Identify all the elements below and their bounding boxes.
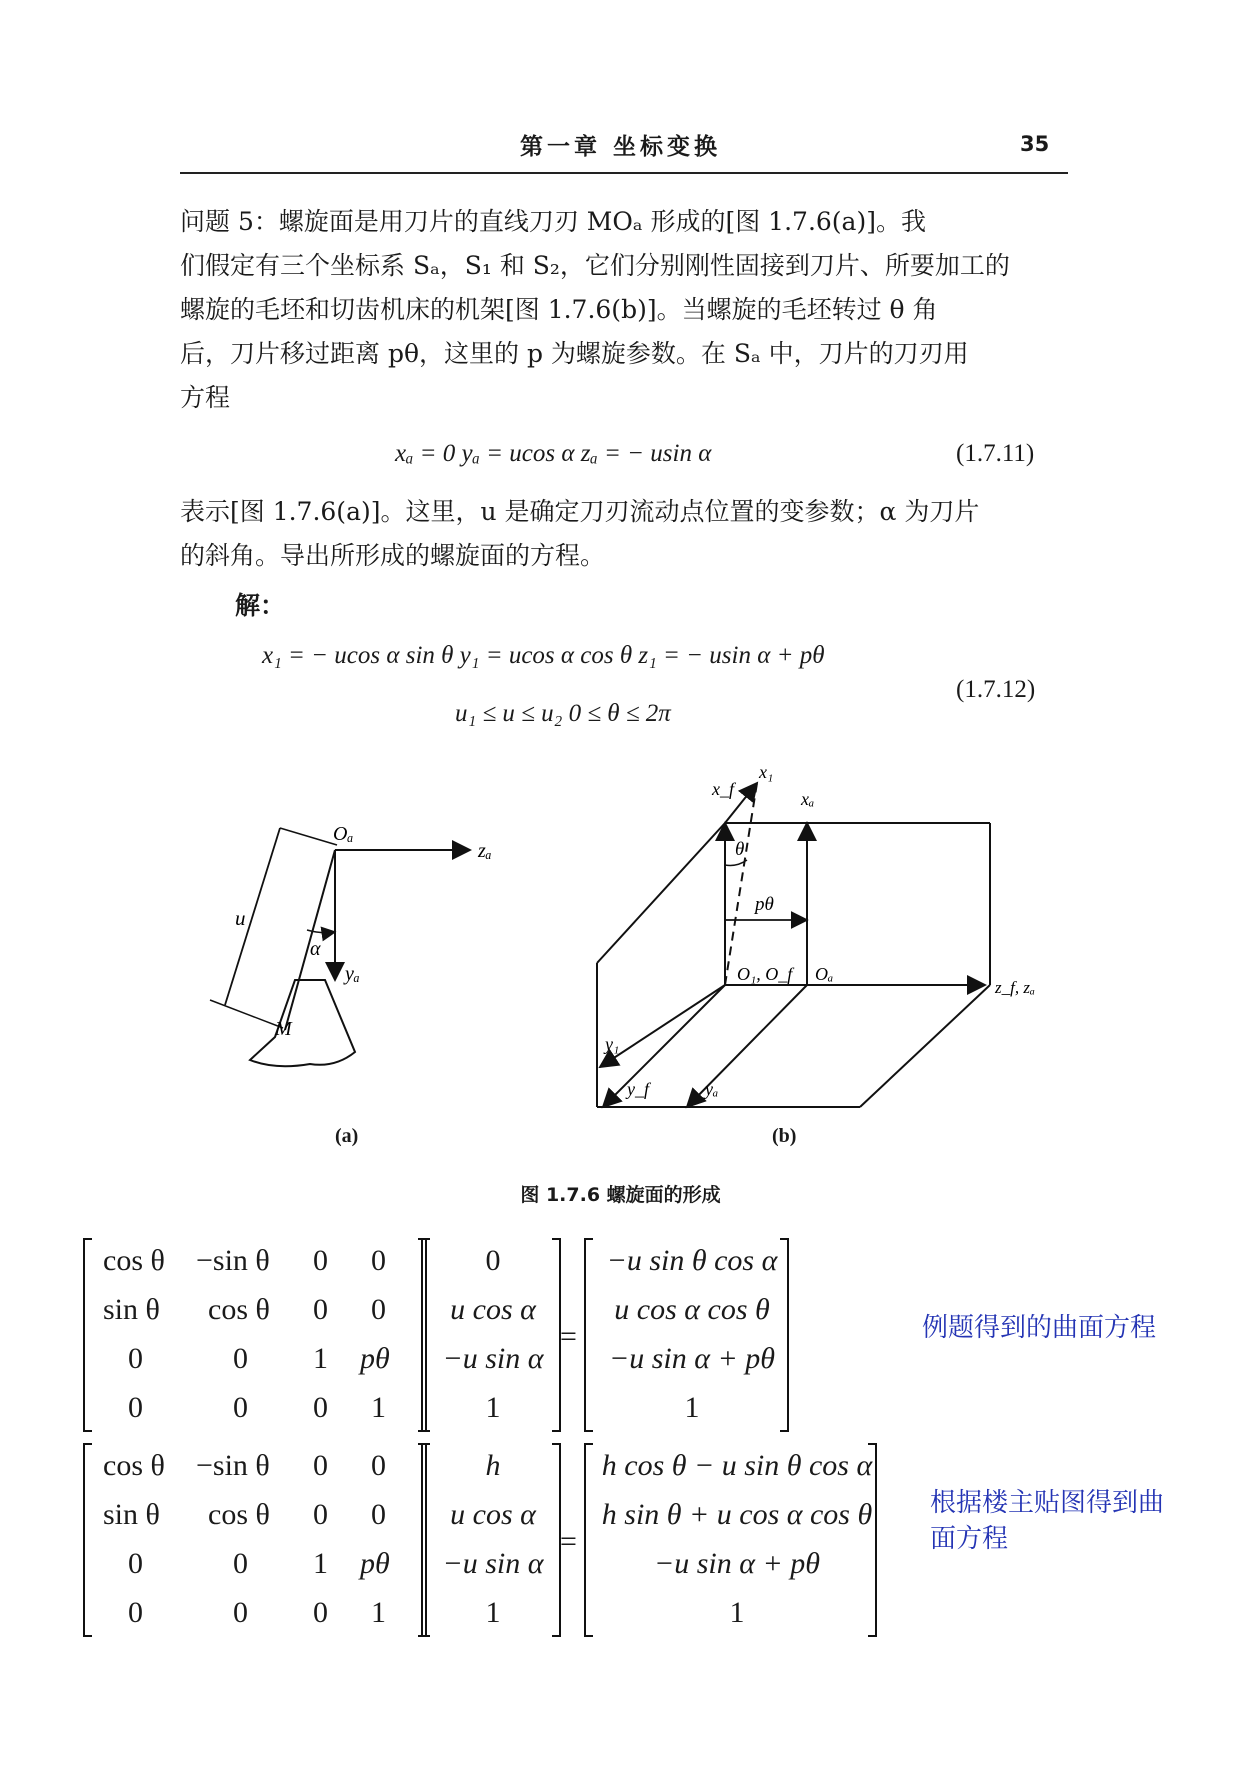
- label-oa: Oₐ: [333, 823, 354, 845]
- matrix-2-vector: [428, 1449, 558, 1645]
- label-zf-za: z_f, zₐ: [995, 978, 1035, 997]
- m2-cell: 0: [371, 1449, 386, 1482]
- m1-cell: 0: [128, 1391, 143, 1424]
- figure-b-diagram: [575, 755, 1075, 1125]
- matrix-1-vector: [428, 1244, 558, 1440]
- m1-cell: cos θ: [208, 1293, 270, 1326]
- matrix-2-note: [930, 1485, 1164, 1557]
- r2-cell: −u sin α + pθ: [654, 1547, 820, 1580]
- label-u: u: [235, 906, 246, 930]
- problem-after-line-1: 表示[图 1.7.6(a)]。这里，u 是确定刀刃流动点位置的变参数；α 为刀片: [180, 497, 980, 526]
- m1-cell: 0: [371, 1244, 386, 1277]
- m1-cell: 0: [313, 1391, 328, 1424]
- m2-cell: 0: [313, 1449, 328, 1482]
- m2-cell: 0: [128, 1547, 143, 1580]
- label-y1: y₁: [605, 1034, 620, 1054]
- equation-number-1-7-11: (1.7.11): [956, 440, 1035, 467]
- figure-caption: 图 1.7.6 螺旋面的形成: [520, 1184, 721, 1206]
- m1-cell: 0: [371, 1293, 386, 1326]
- m1-cell: 0: [128, 1342, 143, 1375]
- label-ya-b: yₐ: [705, 1079, 719, 1099]
- problem-line-2: 们假定有三个坐标系 Sₐ，S₁ 和 S₂，它们分别刚性固接到刀片、所要加工的: [180, 251, 1010, 280]
- m2-cell: sin θ: [103, 1498, 160, 1531]
- m2-cell: 0: [233, 1547, 248, 1580]
- v2-cell: h: [485, 1449, 501, 1482]
- m1-cell: pθ: [360, 1342, 390, 1375]
- problem-line-4: 后，刀片移过距离 pθ，这里的 p 为螺旋参数。在 Sₐ 中，刀片的刀刃用: [180, 339, 969, 368]
- matrix-2-note-line-2: 面方程: [930, 1524, 1009, 1554]
- equation-1-7-12b: u₁ ≤ u ≤ u₂ 0 ≤ θ ≤ 2π: [455, 700, 671, 727]
- label-xf: x_f: [712, 779, 734, 799]
- v1-cell: 1: [485, 1391, 501, 1424]
- r2-cell: 1: [729, 1596, 745, 1629]
- m1-cell: sin θ: [103, 1293, 160, 1326]
- m2-cell: cos θ: [208, 1498, 270, 1531]
- m1-cell: 0: [313, 1293, 328, 1326]
- problem-paragraph: [180, 200, 1068, 420]
- label-theta: θ: [735, 839, 745, 860]
- label-yf: y_f: [627, 1079, 649, 1099]
- equation-1-7-12a: x₁ = − ucos α sin θ y₁ = ucos α cos θ z₁ = − usin α + pθ: [262, 642, 825, 669]
- v2-cell: 1: [485, 1596, 501, 1629]
- page-number: 35: [1020, 132, 1050, 156]
- r2-cell: h sin θ + u cos α cos θ: [601, 1498, 873, 1531]
- header-rule: [180, 172, 1068, 174]
- matrix-2-rotation: [88, 1449, 428, 1645]
- m2-cell: 0: [233, 1596, 248, 1629]
- label-za: zₐ: [478, 840, 492, 862]
- label-xa: xₐ: [801, 789, 815, 809]
- m2-cell: 1: [313, 1547, 328, 1580]
- m2-cell: 0: [128, 1596, 143, 1629]
- m1-cell: 1: [371, 1391, 386, 1424]
- r1-cell: −u sin α + pθ: [609, 1342, 775, 1375]
- chapter-title: 第一章 坐标变换: [519, 134, 721, 160]
- solution-label: 解：: [235, 591, 286, 620]
- label-ya: yₐ: [345, 963, 360, 985]
- label-oa-b: Oₐ: [815, 964, 834, 984]
- m2-cell: pθ: [360, 1547, 390, 1580]
- m1-cell: cos θ: [103, 1244, 165, 1277]
- m2-cell: 0: [313, 1498, 328, 1531]
- label-o1-of: O₁, O_f: [737, 964, 793, 984]
- m1-cell: 0: [313, 1244, 328, 1277]
- label-m: M: [275, 1018, 292, 1040]
- matrix-1-equals: =: [560, 1320, 577, 1353]
- v2-cell: −u sin α: [442, 1547, 544, 1580]
- r1-cell: −u sin θ cos α: [606, 1244, 778, 1277]
- equation-number-1-7-12: (1.7.12): [956, 676, 1036, 703]
- v1-cell: 0: [485, 1244, 501, 1277]
- m1-cell: 0: [233, 1391, 248, 1424]
- problem-line-3: 螺旋的毛坯和切齿机床的机架[图 1.7.6(b)]。当螺旋的毛坯转过 θ 角: [180, 295, 938, 324]
- problem-line-5: 方程: [180, 383, 231, 412]
- m2-cell: −sin θ: [196, 1449, 270, 1482]
- m2-cell: 0: [313, 1596, 328, 1629]
- m1-cell: −sin θ: [196, 1244, 270, 1277]
- matrix-1-rotation: [88, 1244, 428, 1440]
- matrix-1-result: [592, 1244, 792, 1440]
- r1-cell: u cos α cos θ: [614, 1293, 770, 1326]
- label-x1: x₁: [759, 762, 774, 782]
- matrix-1-note: 例题得到的曲面方程: [922, 1313, 1157, 1343]
- v2-cell: u cos α: [450, 1498, 536, 1531]
- m2-cell: cos θ: [103, 1449, 165, 1482]
- problem-after-line-2: 的斜角。导出所形成的螺旋面的方程。: [180, 541, 606, 570]
- matrix-2-result: [592, 1449, 882, 1645]
- label-ptheta: pθ: [755, 894, 774, 915]
- matrix-2-note-line-1: 根据楼主贴图得到曲: [930, 1488, 1165, 1518]
- r2-cell: h cos θ − u sin θ cos α: [601, 1449, 873, 1482]
- m2-cell: 1: [371, 1596, 386, 1629]
- problem-line-1: 问题 5：螺旋面是用刀片的直线刀刃 MOₐ 形成的[图 1.7.6(a)]。我: [180, 207, 926, 236]
- equation-1-7-11: xₐ = 0 yₐ = ucos α zₐ = − usin α: [395, 440, 712, 467]
- m2-cell: 0: [371, 1498, 386, 1531]
- m1-cell: 1: [313, 1342, 328, 1375]
- label-alpha: α: [310, 938, 321, 960]
- v1-cell: u cos α: [450, 1293, 536, 1326]
- problem-paragraph-2: [180, 490, 1068, 578]
- matrix-2-equals: =: [560, 1525, 577, 1558]
- figure-b-label: (b): [772, 1125, 797, 1147]
- figure-a-label: (a): [335, 1125, 359, 1147]
- v1-cell: −u sin α: [442, 1342, 544, 1375]
- m1-cell: 0: [233, 1342, 248, 1375]
- figure-a-diagram: [195, 800, 525, 1090]
- r1-cell: 1: [684, 1391, 700, 1424]
